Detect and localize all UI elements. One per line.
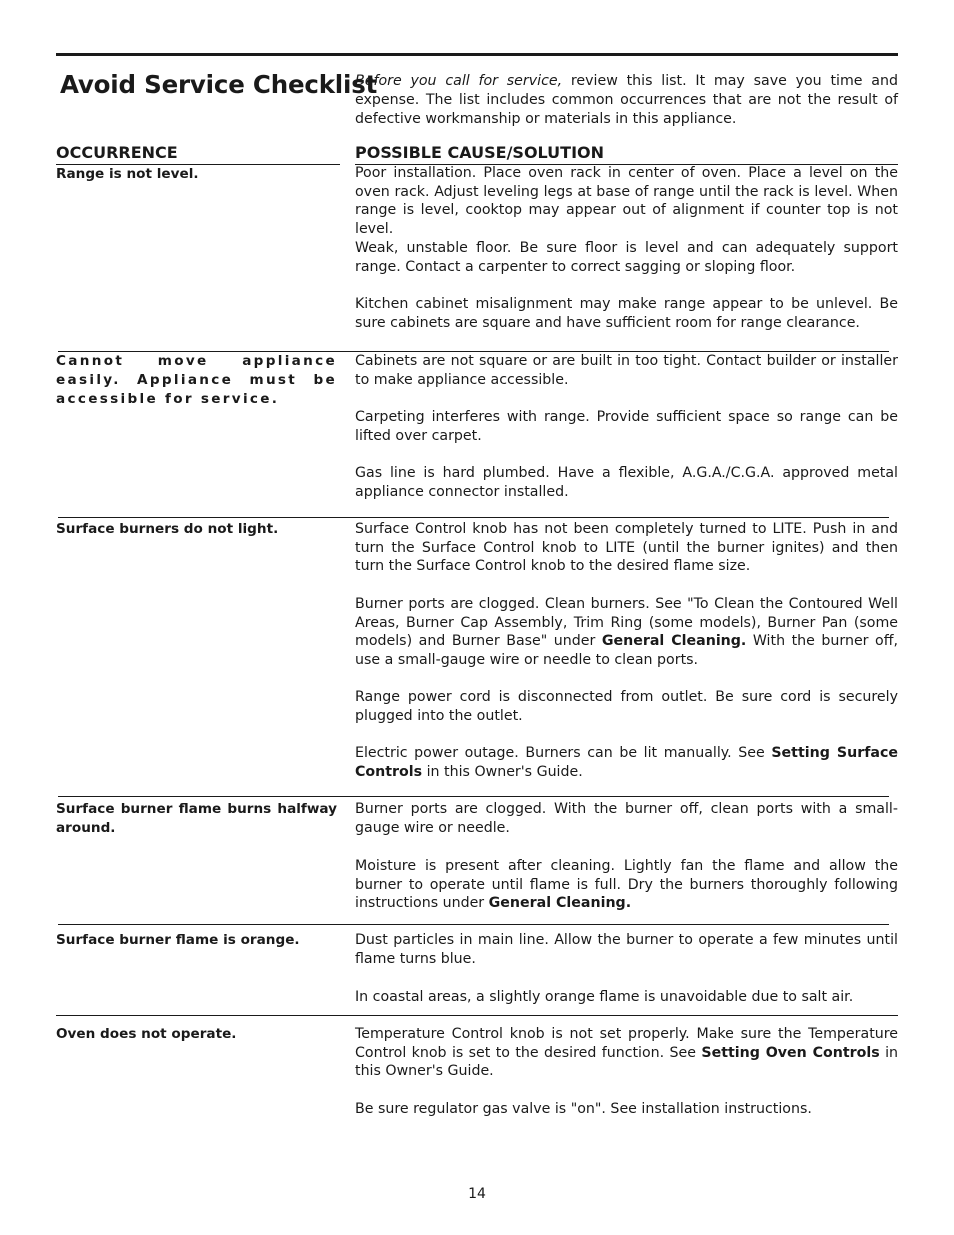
solution-text: Burner ports are clogged. Clean burners. See "To Clean the Contoured Well Areas, Burner Cap Assembly, Trim Ring (some models), Burner Pan (some models) and Burner Base" under xyxy=(355,596,898,650)
solution-paragraph xyxy=(355,744,898,781)
occurrence-flame-orange: Surface burner flame is orange. xyxy=(56,932,300,948)
solution-paragraph xyxy=(355,295,898,332)
intro-lead: Before you call for service, xyxy=(355,73,563,89)
solution-paragraph xyxy=(355,595,898,670)
solution-text: With the burner off, use a small-gauge wire or needle to clean ports. xyxy=(355,633,898,669)
solution-text: Range power cord is disconnected from outlet. Be sure cord is securely plugged into the outlet. xyxy=(355,689,898,724)
solution-paragraph xyxy=(355,520,898,576)
solution-bold-ref: General Cleaning. xyxy=(488,895,632,912)
solution-paragraph xyxy=(355,800,898,837)
solution-text: In coastal areas, a slightly orange flame is unavoidable due to salt air. xyxy=(355,989,854,1005)
page-number: 14 xyxy=(468,1186,486,1202)
solution-text: Dust particles in main line. Allow the burner to operate a few minutes until flame turns blue. xyxy=(355,932,898,967)
solution-paragraph xyxy=(355,464,898,501)
solution-text: Poor installation. Place oven rack in center of oven. Place a level on the oven rack. Adjust leveling legs at base of range until the rack is level. When range is level, cooktop may appear out of alignment if counter top is not level. xyxy=(355,165,898,238)
solution-text: Burner ports are clogged. With the burner off, clean ports with a small-gauge wire or needle. xyxy=(355,801,898,836)
occurrence-oven-not-operate: Oven does not operate. xyxy=(56,1026,237,1042)
solution-text: in this Owner's Guide. xyxy=(355,1044,899,1080)
solution-text: Electric power outage. Burners can be lit manually. See xyxy=(355,745,772,761)
solution-text: Carpeting interferes with range. Provide sufficient space so range can be lifted over carpet. xyxy=(355,409,898,444)
section-rule xyxy=(58,924,889,925)
occurrence-range-not-level: Range is not level. xyxy=(56,166,199,182)
section-rule xyxy=(56,1015,898,1016)
solution-paragraph xyxy=(355,408,898,445)
page-title: Avoid Service Checklist xyxy=(60,70,378,99)
solution-text: Kitchen cabinet misalignment may make range appear to be unlevel. Be sure cabinets are square and have sufficient room for range clearance. xyxy=(355,296,898,331)
solution-text: Be sure regulator gas valve is "on". See installation instructions. xyxy=(355,1101,812,1117)
solution-paragraph xyxy=(355,988,898,1007)
solution-text: Gas line is hard plumbed. Have a flexible, A.G.A./C.G.A. approved metal appliance connector installed. xyxy=(355,465,898,500)
section-rule xyxy=(58,796,889,797)
solution-paragraph xyxy=(355,1025,898,1081)
solution-text: Weak, unstable floor. Be sure floor is level and can adequately support range. Contact a carpenter to correct sagging or sloping floor. xyxy=(355,240,898,275)
occurrence-cannot-move-appliance xyxy=(56,352,337,409)
intro-paragraph xyxy=(355,72,898,129)
solution-paragraph xyxy=(355,931,898,968)
solution-header: POSSIBLE CAUSE/SOLUTION xyxy=(355,143,605,162)
solution-paragraph xyxy=(355,164,898,239)
occurrence-burners-do-not-light: Surface burners do not light. xyxy=(56,521,279,537)
occurrence-flame-halfway: Surface burner flame burns halfway around. xyxy=(56,801,337,836)
solution-bold-ref: General Cleaning. xyxy=(601,633,747,650)
top-rule xyxy=(56,53,898,56)
solution-text: Moisture is present after cleaning. Lightly fan the flame and allow the burner to operate until flame is full. Dry the burners thoroughly following instructions under xyxy=(355,858,898,912)
solution-text: Temperature Control knob is not set properly. Make sure the Temperature Control knob is set to the desired function. See xyxy=(355,1026,898,1061)
section-rule xyxy=(58,517,889,518)
intro-text: review this list. It may save you time and expense. The list includes common occurrences that are not the result of defective workmanship or materials in this appliance. xyxy=(355,73,898,127)
solution-bold-ref: Setting Surface Controls xyxy=(355,745,898,780)
occurrence-header: OCCURRENCE xyxy=(56,143,178,162)
solution-paragraph xyxy=(355,1100,898,1119)
solution-paragraph xyxy=(355,239,898,276)
solution-text: Cabinets are not square or are built in too tight. Contact builder or installer to make appliance accessible. xyxy=(355,353,898,388)
solution-text: in this Owner's Guide. xyxy=(422,763,583,780)
solution-paragraph xyxy=(355,688,898,725)
solution-paragraph xyxy=(355,352,898,389)
solution-text: Surface Control knob has not been completely turned to LITE. Push in and turn the Surface Control knob to LITE (until the burner ignites) and then turn the Surface Control knob to the desired flame size. xyxy=(355,521,898,575)
solution-paragraph xyxy=(355,857,898,913)
occurrence-text: Cannot move appliance easily. Appliance must be accessible for service. xyxy=(56,353,337,407)
solution-bold-ref: Setting Oven Controls xyxy=(701,1044,880,1061)
